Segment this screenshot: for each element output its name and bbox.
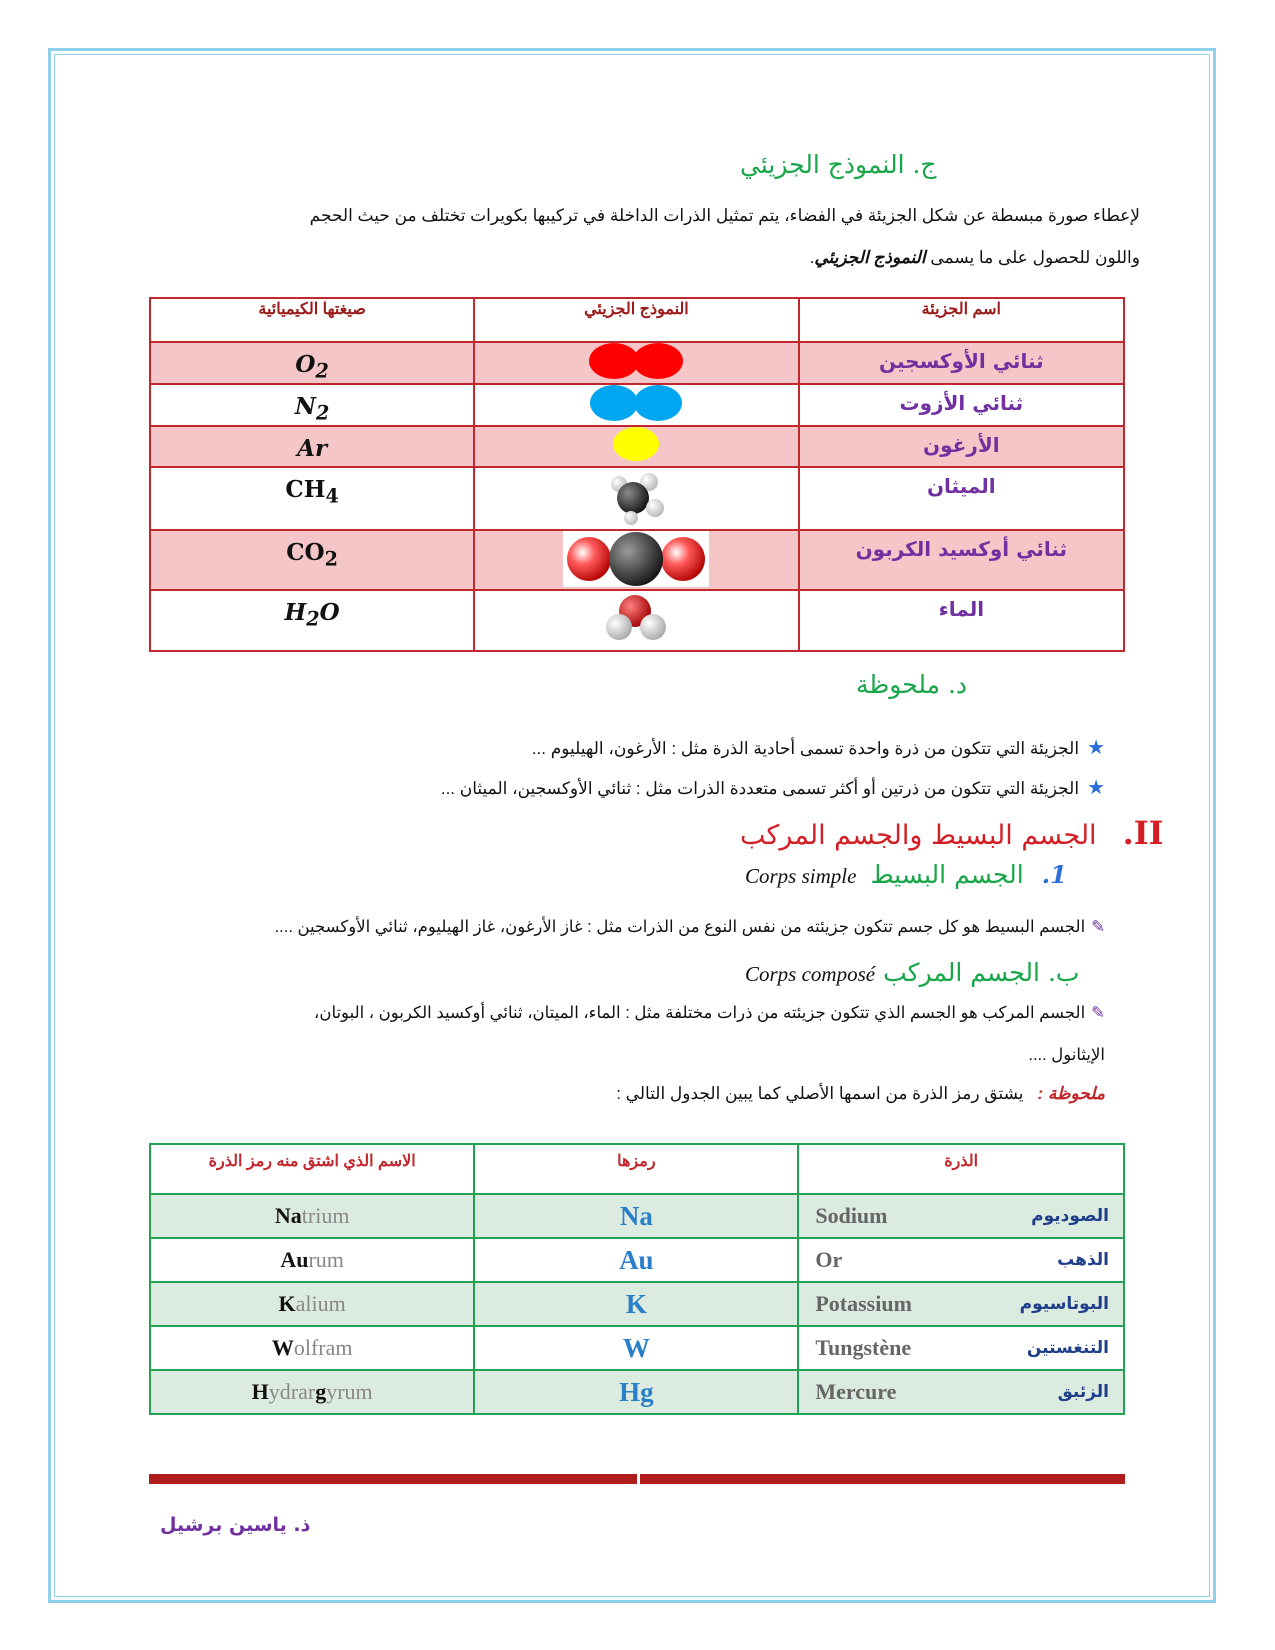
section-c-title: ج. النموذج الجزيئي	[740, 150, 937, 179]
formula-tail: O	[319, 598, 340, 626]
name-cell	[799, 467, 1124, 530]
note-bullet-text: الجزيئة التي تتكون من ذرة واحدة تسمى أحادية الذرة مثل : الأرغون، الهيليوم ...	[531, 739, 1080, 758]
formula-cell	[150, 342, 474, 384]
atom-symbol: Hg	[619, 1376, 654, 1407]
header-name: اسم الجزيئة	[799, 298, 1124, 342]
compound-body-text-2: الإيثانول ....	[1028, 1046, 1105, 1064]
header-origin: الاسم الذي اشتق منه رمز الذرة	[150, 1144, 474, 1194]
table-row	[150, 1326, 1124, 1370]
molecule-name: الميثان	[926, 473, 996, 498]
header-model: النموذج الجزيئي	[474, 298, 798, 342]
origin-cell	[150, 1282, 474, 1326]
molecules-table-header	[150, 298, 1124, 342]
oxygen-atom	[633, 343, 683, 379]
formula-cell	[150, 590, 474, 651]
symbol-note-text: يشتق رمز الذرة من اسمها الأصلي كما يبين الجدول التالي :	[616, 1084, 1024, 1103]
carbon-atom	[617, 482, 649, 514]
note-bullet-text: الجزيئة التي تتكون من ذرتين أو أكثر تسمى متعددة الذرات مثل : ثنائي الأوكسجين، الميثان ...	[440, 779, 1080, 798]
formula-cell	[150, 426, 474, 467]
star-icon: ★	[1087, 777, 1105, 799]
compound-body-title: الجسم المركب	[883, 958, 1040, 987]
atom-cell	[798, 1282, 1124, 1326]
formula: Ar	[297, 434, 328, 462]
atom-cell	[798, 1326, 1124, 1370]
symbol-note	[160, 1084, 1105, 1104]
atom-french-name: Or	[815, 1247, 843, 1272]
model-cell	[474, 342, 798, 384]
methane-model	[475, 468, 797, 526]
atom-cell	[798, 1370, 1124, 1414]
atom-symbol: Au	[619, 1244, 654, 1275]
molecules-table	[149, 297, 1125, 652]
atom-symbol: W	[622, 1332, 650, 1363]
intro-line-1: لإعطاء صورة مبسطة عن شكل الجزيئة في الفضاء، يتم تمثيل الذرات الداخلة في تركيبها بكويرات تختلف من حيث الحجم	[309, 206, 1140, 225]
nitrogen-atom	[590, 385, 638, 421]
atom-french-name: Potassium	[815, 1291, 912, 1316]
name-cell	[799, 426, 1124, 467]
argon-atom	[613, 427, 659, 461]
author-name: ذ. ياسين برشيل	[160, 1514, 311, 1536]
carbon-dioxide-model-image	[563, 531, 709, 587]
water-model	[475, 591, 797, 647]
simple-body-definition	[160, 917, 1105, 937]
oxygen-atom	[661, 537, 705, 581]
atom-cell	[798, 1238, 1124, 1282]
origin-cell	[150, 1326, 474, 1370]
atom-symbol: K	[625, 1288, 647, 1319]
origin-rest: olfram	[293, 1335, 353, 1360]
formula	[151, 531, 473, 571]
simple-body-title: الجسم البسيط	[870, 860, 1024, 889]
name-cell	[799, 384, 1124, 426]
model-cell	[474, 467, 798, 530]
formula	[151, 468, 473, 508]
carbon-atom	[609, 532, 663, 586]
atom-french-name: Mercure	[815, 1379, 897, 1404]
molecule-name: ثنائي الأوكسجين	[879, 349, 1044, 373]
model-cell	[474, 590, 798, 651]
atom-arabic-name: الصوديوم	[1031, 1206, 1109, 1226]
model-cell	[474, 384, 798, 426]
formula-base: N	[294, 392, 316, 420]
hydrogen-atom	[646, 499, 664, 517]
note-bullet	[160, 735, 1105, 760]
simple-body-text: الجسم البسيط هو كل جسم تتكون جزيئته من نفس النوع من الذرات مثل : غاز الأرغون، غاز الهيليوم، ثنائي الأوكسجين ....	[274, 918, 1086, 936]
table-row	[150, 384, 1124, 426]
table-row	[150, 1282, 1124, 1326]
atom-french-name: Sodium	[815, 1203, 888, 1228]
formula-base: H	[284, 598, 307, 626]
formula-sub: 2	[324, 547, 338, 571]
origin-rest-2: yrum	[326, 1379, 373, 1404]
simple-body-french: Corps simple	[745, 864, 857, 888]
compound-body-text: الجسم المركب هو الجسم الذي تتكون جزيئته من ذرات مختلفة مثل : الماء، الميتان، ثنائي أوكسيد الكربون ، البوتان،	[314, 1004, 1086, 1022]
table-row	[150, 1194, 1124, 1238]
scroll-icon: ✎	[1091, 918, 1105, 936]
nitrogen-atom	[634, 385, 682, 421]
symbols-table	[149, 1143, 1125, 1415]
scroll-icon: ✎	[1091, 1004, 1105, 1022]
formula-base: O	[295, 351, 316, 378]
compound-body-french: Corps composé	[745, 962, 876, 986]
star-icon: ★	[1087, 737, 1105, 759]
table-row	[150, 1238, 1124, 1282]
atom-arabic-name: التنغستين	[1026, 1338, 1109, 1358]
origin-bold: H	[251, 1379, 269, 1404]
formula-cell	[150, 384, 474, 426]
compound-body-heading	[745, 958, 1079, 987]
formula-sub: 2	[306, 607, 320, 631]
compound-body-definition	[160, 1003, 1105, 1023]
molecule-name: ثنائي الأزوت	[899, 390, 1024, 415]
intro-line-2	[160, 248, 1140, 268]
simple-body-heading	[745, 860, 1067, 889]
table-row	[150, 590, 1124, 651]
symbols-table-header	[150, 1144, 1124, 1194]
formula-sub: 2	[315, 401, 330, 425]
carbon-dioxide-model	[475, 531, 797, 587]
header-symbol: رمزها	[474, 1144, 798, 1194]
symbol-cell	[474, 1194, 798, 1238]
table-row	[150, 342, 1124, 384]
origin-bold: Au	[280, 1247, 309, 1272]
compound-body-number: ب.	[1047, 958, 1080, 987]
atom-cell	[798, 1194, 1124, 1238]
symbol-cell	[474, 1238, 798, 1282]
oxygen-model	[475, 343, 797, 379]
formula	[151, 343, 473, 383]
intro-line-2-suffix: .	[809, 248, 815, 267]
molecule-name: ثنائي أوكسيد الكربون	[855, 536, 1068, 561]
origin-rest: alium	[295, 1291, 346, 1316]
atom-arabic-name: الذهب	[1057, 1250, 1109, 1270]
origin-cell	[150, 1194, 474, 1238]
model-cell	[474, 426, 798, 467]
methane-model-image	[601, 468, 671, 526]
oxygen-atom	[589, 343, 639, 379]
atom-french-name: Tungstène	[815, 1335, 912, 1360]
origin-bold: W	[271, 1335, 294, 1360]
formula-cell	[150, 530, 474, 590]
argon-model	[475, 427, 797, 461]
table-row	[150, 467, 1124, 530]
formula-base: CO	[286, 538, 325, 566]
note-bullet	[160, 775, 1105, 800]
origin-bold-2: g	[315, 1379, 327, 1404]
symbol-cell	[474, 1370, 798, 1414]
atom-symbol: Na	[619, 1200, 653, 1231]
formula-sub: 2	[315, 359, 329, 383]
table-row	[150, 530, 1124, 590]
formula-base: CH	[285, 475, 326, 503]
origin-rest: trium	[301, 1203, 350, 1228]
oxygen-atom	[567, 537, 611, 581]
footer-divider	[149, 1474, 1125, 1484]
table-row	[150, 426, 1124, 467]
origin-rest: ydrar	[268, 1379, 316, 1404]
section-ii-number: II.	[1122, 814, 1164, 852]
intro-line-2-prefix: واللون للحصول على ما يسمى	[925, 248, 1140, 267]
table-row	[150, 1370, 1124, 1414]
section-ii-title: الجسم البسيط والجسم المركب	[740, 820, 1097, 851]
nitrogen-model	[475, 385, 797, 421]
symbol-cell	[474, 1326, 798, 1370]
symbol-cell	[474, 1282, 798, 1326]
formula	[151, 385, 473, 425]
molecule-name: الماء	[938, 596, 985, 621]
intro-line-2-bold: النموذج الجزيئي	[814, 248, 926, 267]
hydrogen-atom	[624, 511, 638, 525]
name-cell	[799, 590, 1124, 651]
header-atom: الذرة	[798, 1144, 1124, 1194]
section-ii-heading	[740, 814, 1164, 852]
molecule-name: الأرغون	[923, 432, 1000, 457]
origin-cell	[150, 1370, 474, 1414]
origin-cell	[150, 1238, 474, 1282]
formula	[151, 591, 473, 631]
symbol-note-label: ملحوظة :	[1037, 1084, 1105, 1103]
hydrogen-atom	[640, 614, 666, 640]
header-formula: صيغتها الكيميائية	[150, 298, 474, 342]
water-model-image	[601, 591, 671, 647]
atom-arabic-name: الزئبق	[1057, 1382, 1109, 1402]
name-cell	[799, 530, 1124, 590]
name-cell	[799, 342, 1124, 384]
section-d-title: د. ملحوظة	[856, 670, 968, 699]
hydrogen-atom	[606, 614, 632, 640]
origin-bold: K	[278, 1291, 296, 1316]
atom-arabic-name: البوتاسيوم	[1019, 1294, 1109, 1314]
origin-bold: Na	[274, 1203, 302, 1228]
formula-cell	[150, 467, 474, 530]
simple-body-number: 1.	[1041, 860, 1067, 889]
origin-rest: rum	[308, 1247, 344, 1272]
model-cell	[474, 530, 798, 590]
formula-sub: 4	[325, 484, 339, 508]
